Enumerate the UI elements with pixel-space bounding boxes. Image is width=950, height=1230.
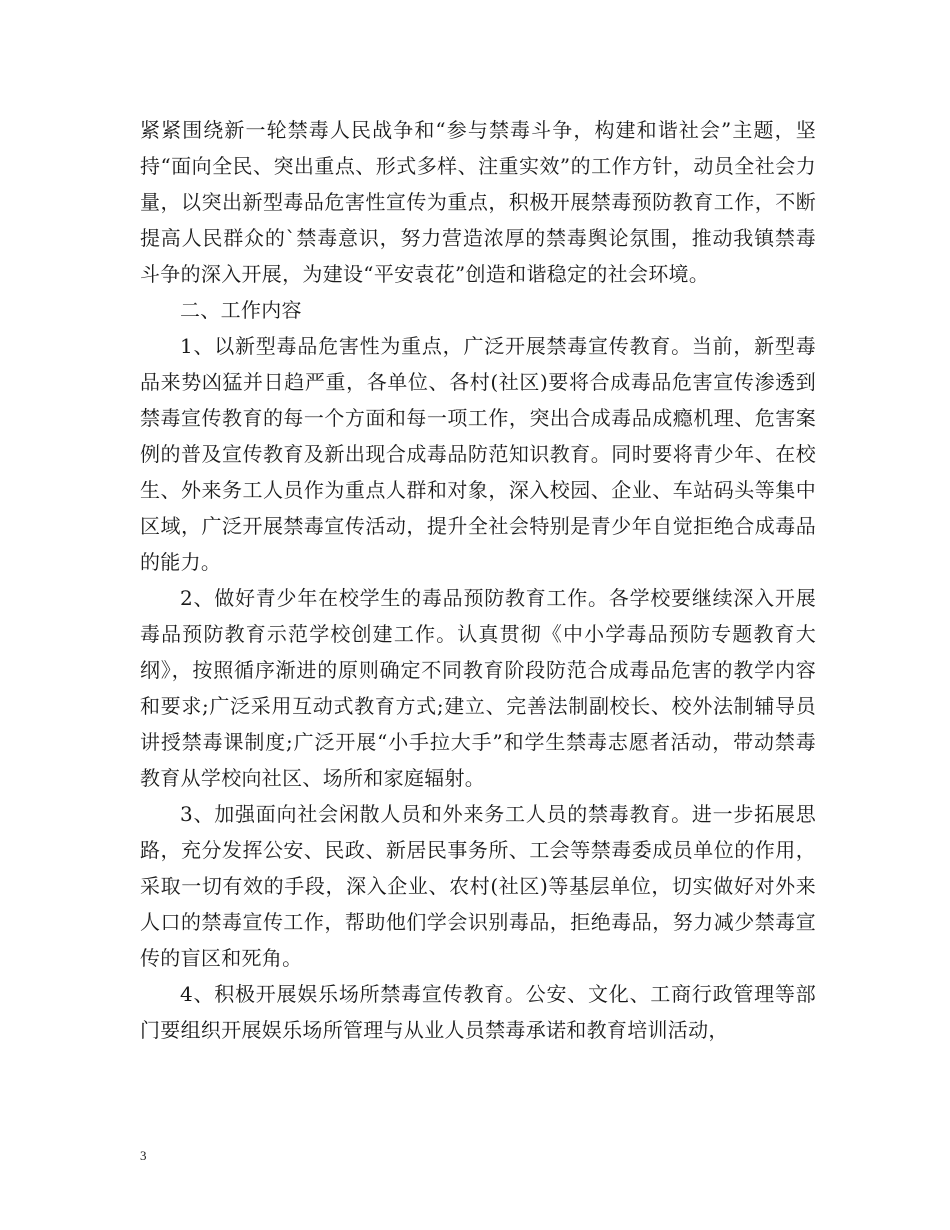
paragraph-item-1: 1、以新型毒品危害性为重点，广泛开展禁毒宣传教育。当前，新型毒品来势凶猛并日趋严重，各单位、各村(社区)要将合成毒品危害宣传渗透到禁毒宣传教育的每一个方面和每一项工作，突出合成毒品成瘾机理、危害案例的普及宣传教育及新出现合成毒品防范知识教育。同时要将青少年、在校生、外来务工人员作为重点人群和对象，深入校园、企业、车站码头等集中区域，广泛开展禁毒宣传活动，提升全社会特别是青少年自觉拒绝合成毒品的能力。 bbox=[140, 334, 816, 574]
paragraph-item-2: 2、做好青少年在校学生的毒品预防教育工作。各学校要继续深入开展毒品预防教育示范学校创建工作。认真贯彻《中小学毒品预防专题教育大纲》，按照循序渐进的原则确定不同教育阶段防范合成毒品危害的教学内容和要求;广泛采用互动式教育方式;建立、完善法制副校长、校外法制辅导员讲授禁毒课制度;广泛开展“小手拉大手”和学生禁毒志愿者活动，带动禁毒教育从学校向社区、场所和家庭辐射。 bbox=[140, 586, 816, 790]
section-heading: 二、工作内容 bbox=[180, 298, 302, 322]
page-number: 3 bbox=[140, 1148, 147, 1163]
paragraph-item-3: 3、加强面向社会闲散人员和外来务工人员的禁毒教育。进一步拓展思路，充分发挥公安、民政、新居民事务所、工会等禁毒委成员单位的作用，采取一切有效的手段，深入企业、农村(社区)等基层单位，切实做好对外来人口的禁毒宣传工作，帮助他们学会识别毒品，拒绝毒品，努力减少禁毒宣传的盲区和死角。 bbox=[140, 802, 816, 970]
paragraph-continuation: 紧紧围绕新一轮禁毒人民战争和“参与禁毒斗争，构建和谐社会”主题，坚持“面向全民、突出重点、形式多样、注重实效”的工作方针，动员全社会力量，以突出新型毒品危害性宣传为重点，积极开展禁毒预防教育工作，不断提高人民群众的`禁毒意识，努力营造浓厚的禁毒舆论氛围，推动我镇禁毒斗争的深入开展，为建设“平安袁花”创造和谐稳定的社会环境。 bbox=[140, 118, 816, 286]
document-body bbox=[140, 112, 816, 1048]
paragraph-item-4: 4、积极开展娱乐场所禁毒宣传教育。公安、文化、工商行政管理等部门要组织开展娱乐场所管理与从业人员禁毒承诺和教育培训活动， bbox=[140, 982, 816, 1042]
